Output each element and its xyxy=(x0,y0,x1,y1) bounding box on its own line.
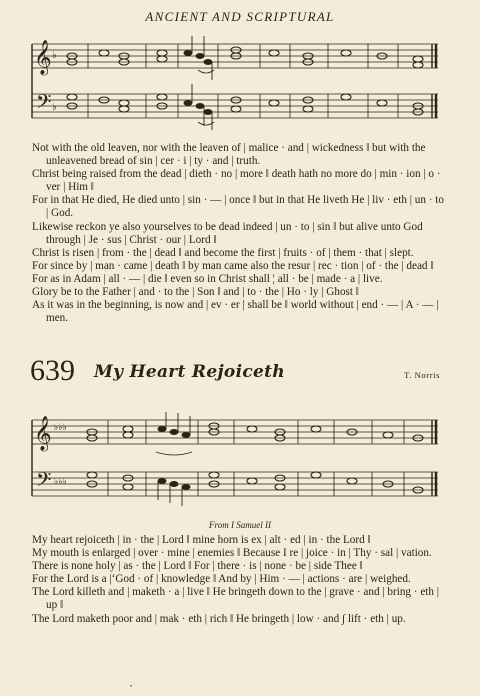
hymn-verse-6: The Lord maketh poor and | mak · eth | rich ‖ He bringeth | low · and ∫ lift · eth | up. xyxy=(32,612,406,625)
hymn-heading xyxy=(30,354,444,394)
hymn-number: 639 xyxy=(30,354,75,387)
chant-one-verse-3: For in that He died, He died unto | sin · — | once ‖ but in that He liveth He | liv · eth | un · to | God. xyxy=(32,194,444,220)
chant-one-verse-7: For as in Adam | all · — | die ‖ even so in Christ shall ¦ all · be | made · a | live. xyxy=(32,272,383,285)
svg-text:𝄢: 𝄢 xyxy=(36,468,52,496)
chant-one-verse-5: Christ is risen | from · the | dead ‖ and become the first | fruits · of | them · that | slept. xyxy=(32,246,414,259)
chant-one-verse-4: Likewise reckon ye also yourselves to be dead indeed | un · to | sin ‖ but alive unto God through | Je · sus | Christ · our | Lord ‖ xyxy=(32,220,423,246)
hymn-verse-3: There is none holy | as · the | Lord ‖ For | there · is | none · be | side Thee ‖ xyxy=(32,560,363,573)
hymn-composer: T. Norris xyxy=(404,370,440,380)
svg-text:♭: ♭ xyxy=(52,50,57,61)
chant-score-top xyxy=(28,36,444,136)
chant-one-verse-1: Not with the old leaven, nor with the leaven of | malice · and | wickedness ‖ but with the unleavened bread of sin | cer · i | ty · and | truth. xyxy=(32,142,426,168)
svg-text:♭♭♭: ♭♭♭ xyxy=(54,477,67,487)
hymn-verse-5: The Lord killeth and | maketh · a | live ‖ He bringeth down to the | grave · and | bring · eth | up ‖ xyxy=(32,586,440,612)
chant-one-verse-8: Glory be to the Father | and · to the | Son ‖ and | to · the | Ho · ly | Ghost ‖ xyxy=(32,286,359,299)
svg-text:𝄞: 𝄞 xyxy=(34,40,52,75)
hymn-verse-4: For the Lord is a |‘God · of | knowledge ‖ And by | Him · — | actions · are | weighed. xyxy=(32,573,411,586)
hymn-source: From I Samuel II xyxy=(209,520,271,530)
hymn-verse-2: My mouth is enlarged | over · mine | enemies ‖ Because I re | joice · in | Thy · sal | vation. xyxy=(32,547,432,560)
page-mark: • xyxy=(130,684,133,690)
chant-one-verse-9: As it was in the beginning, is now and | ev · er | shall be ‖ world without | end · — | A · — | men. xyxy=(32,299,439,325)
svg-text:𝄞: 𝄞 xyxy=(34,416,52,451)
chant-one-verse-6: For since by | man · came | death ‖ by man came also the resur | rec · tion | of · the | dead ‖ xyxy=(32,259,434,272)
staff-notation-graphic xyxy=(28,36,444,136)
chant-one-verse-2: Christ being raised from the dead | dieth · no | more ‖ death hath no more do | min · ion | o · ver | Him ‖ xyxy=(32,168,441,194)
staff-notation-graphic-hymn xyxy=(28,412,444,518)
hymn-verse-1: My heart rejoiceth | in · the | Lord ‖ mine horn is ex | alt · ed | in · the Lord ‖ xyxy=(32,534,371,546)
hymn-text xyxy=(32,534,444,626)
running-title: ANCIENT AND SCRIPTURAL xyxy=(145,9,335,24)
hymn-title: My Heart Rejoiceth xyxy=(94,362,285,382)
chant-score-hymn-639 xyxy=(28,412,444,518)
svg-text:♭: ♭ xyxy=(52,102,57,113)
svg-text:𝄢: 𝄢 xyxy=(36,90,52,118)
chant-one-text xyxy=(32,142,444,325)
svg-text:♭♭♭: ♭♭♭ xyxy=(54,423,67,433)
